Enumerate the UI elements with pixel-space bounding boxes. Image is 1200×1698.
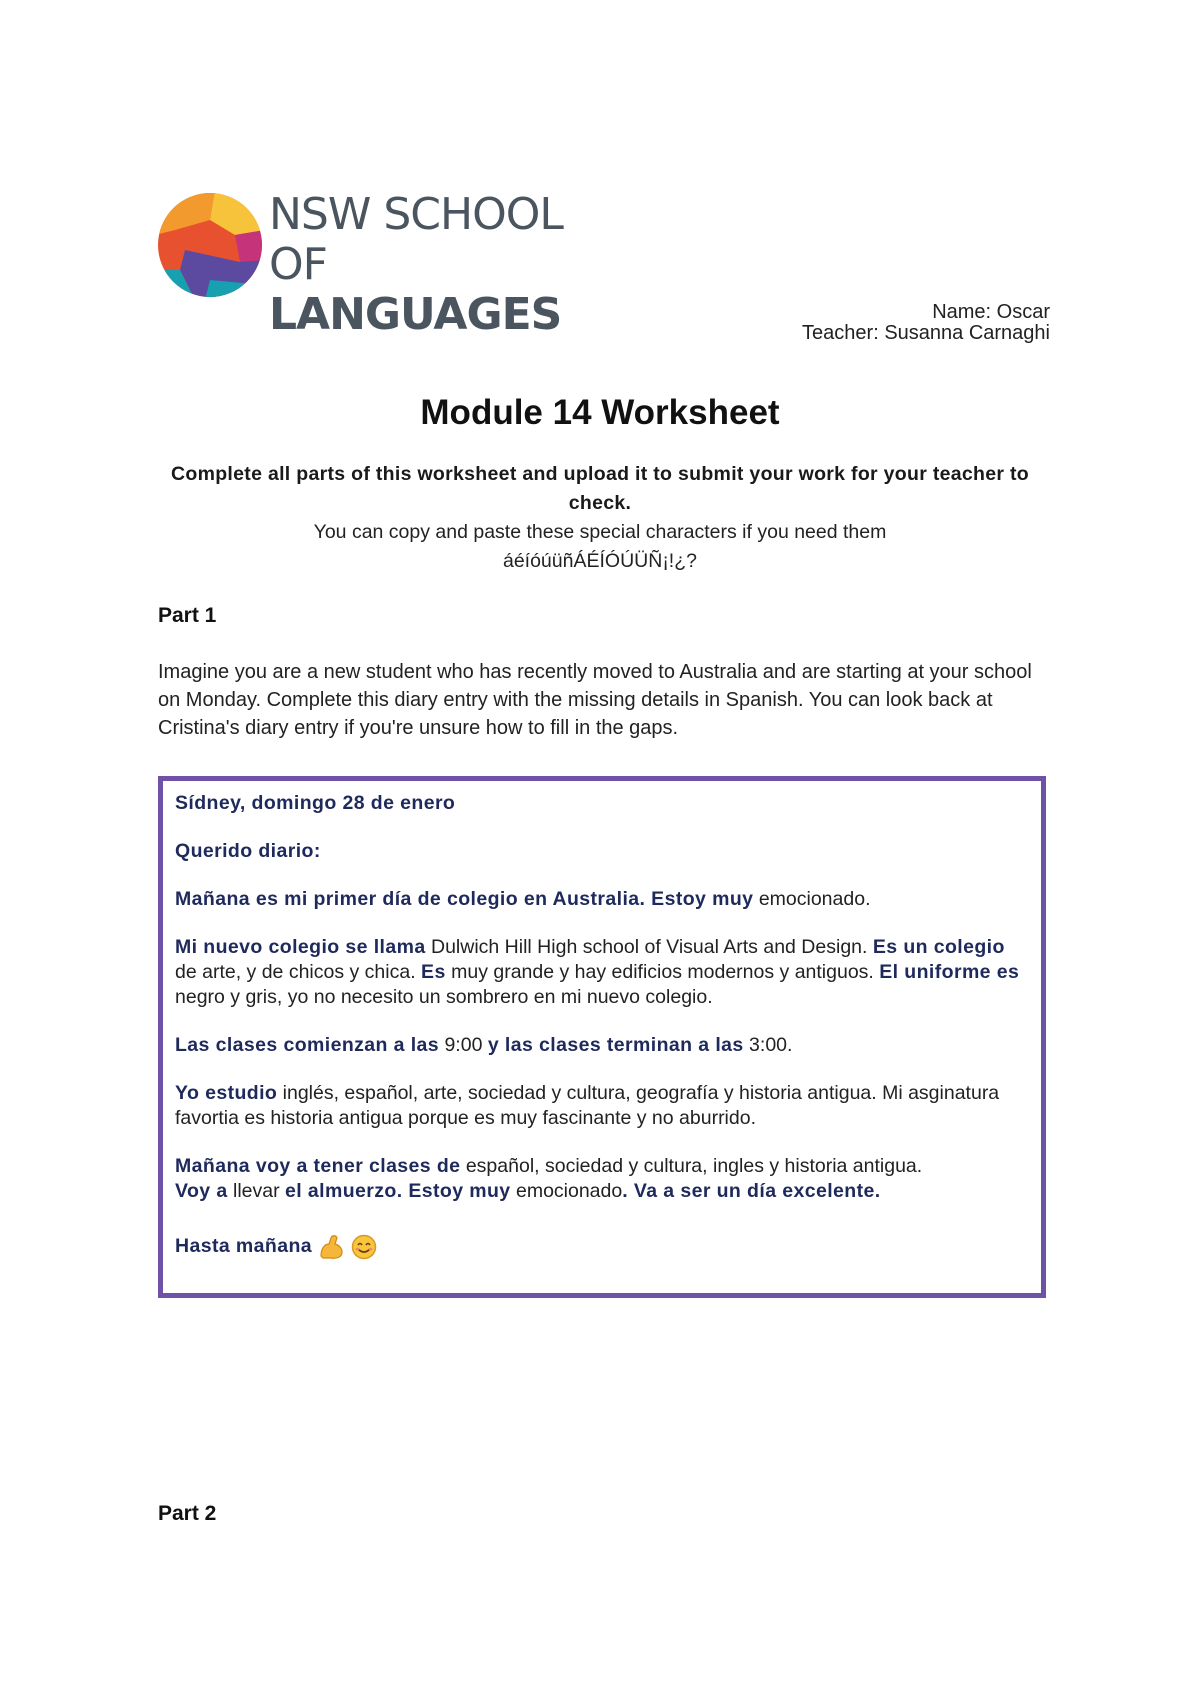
smiling-face-icon bbox=[351, 1234, 377, 1260]
diary-greeting: Querido diario: bbox=[175, 840, 321, 862]
diary-paragraph-1: Mañana es mi primer día de colegio en Australia. Estoy muy emocionado. bbox=[175, 888, 871, 910]
logo-line-2: OF LANGUAGES bbox=[269, 239, 562, 340]
student-name: Name: Oscar bbox=[932, 301, 1050, 323]
part-1-prompt: Imagine you are a new student who has recently moved to Australia and are starting at your school on Monday. Complete this diary entry with the missing details in Spanish. You can look back at Cristina's diary entry if you're unsure how to fill in the gaps. bbox=[158, 661, 1032, 739]
teacher-name: Teacher: Susanna Carnaghi bbox=[802, 322, 1050, 344]
diary-text[interactable] bbox=[175, 791, 1030, 1260]
diary-paragraph-4: Yo estudio inglés, español, arte, sociedad y cultura, geografía y historia antigua. Mi asginatura favortia es historia antigua porque es muy fascinante y no aburrido. bbox=[175, 1082, 1000, 1129]
instructions bbox=[160, 460, 1040, 576]
diary-paragraph-2: Mi nuevo colegio se llama Dulwich Hill High school of Visual Arts and Design. Es un colegio de arte, y de chicos y chica. Es muy grande y hay edificios modernos y antiguos. El uniforme es negro y gris, yo no necesito un sombrero en mi nuevo colegio. bbox=[175, 936, 1020, 1008]
page-title: Module 14 Worksheet bbox=[420, 393, 780, 432]
diary-paragraph-3: Las clases comienzan a las 9:00 y las clases terminan a las 3:00. bbox=[175, 1034, 793, 1056]
part-2-heading: Part 2 bbox=[158, 1502, 217, 1525]
diary-closing: Hasta mañana bbox=[175, 1234, 1030, 1260]
special-characters[interactable]: áéíóúüñÁÉÍÓÚÜÑ¡!¿? bbox=[502, 550, 697, 572]
globe-logo-icon bbox=[155, 190, 265, 300]
logo-wordmark bbox=[269, 190, 599, 340]
instructions-bold: Complete all parts of this worksheet and upload it to submit your work for your teacher to check. bbox=[170, 463, 1030, 514]
school-logo bbox=[155, 189, 595, 340]
diary-date: Sídney, domingo 28 de enero bbox=[175, 792, 456, 814]
diary-paragraph-5: Mañana voy a tener clases de español, sociedad y cultura, ingles y historia antigua. Voy a llevar el almuerzo. Estoy muy emocionado. Va a ser un día excelente. bbox=[175, 1155, 923, 1202]
part-1-heading: Part 1 bbox=[158, 604, 217, 627]
flexed-biceps-icon bbox=[317, 1234, 345, 1260]
logo-line-1: NSW SCHOOL bbox=[269, 189, 563, 240]
diary-entry-box[interactable] bbox=[158, 776, 1046, 1298]
student-info bbox=[802, 302, 1050, 344]
copy-note: You can copy and paste these special characters if you need them bbox=[313, 521, 887, 543]
